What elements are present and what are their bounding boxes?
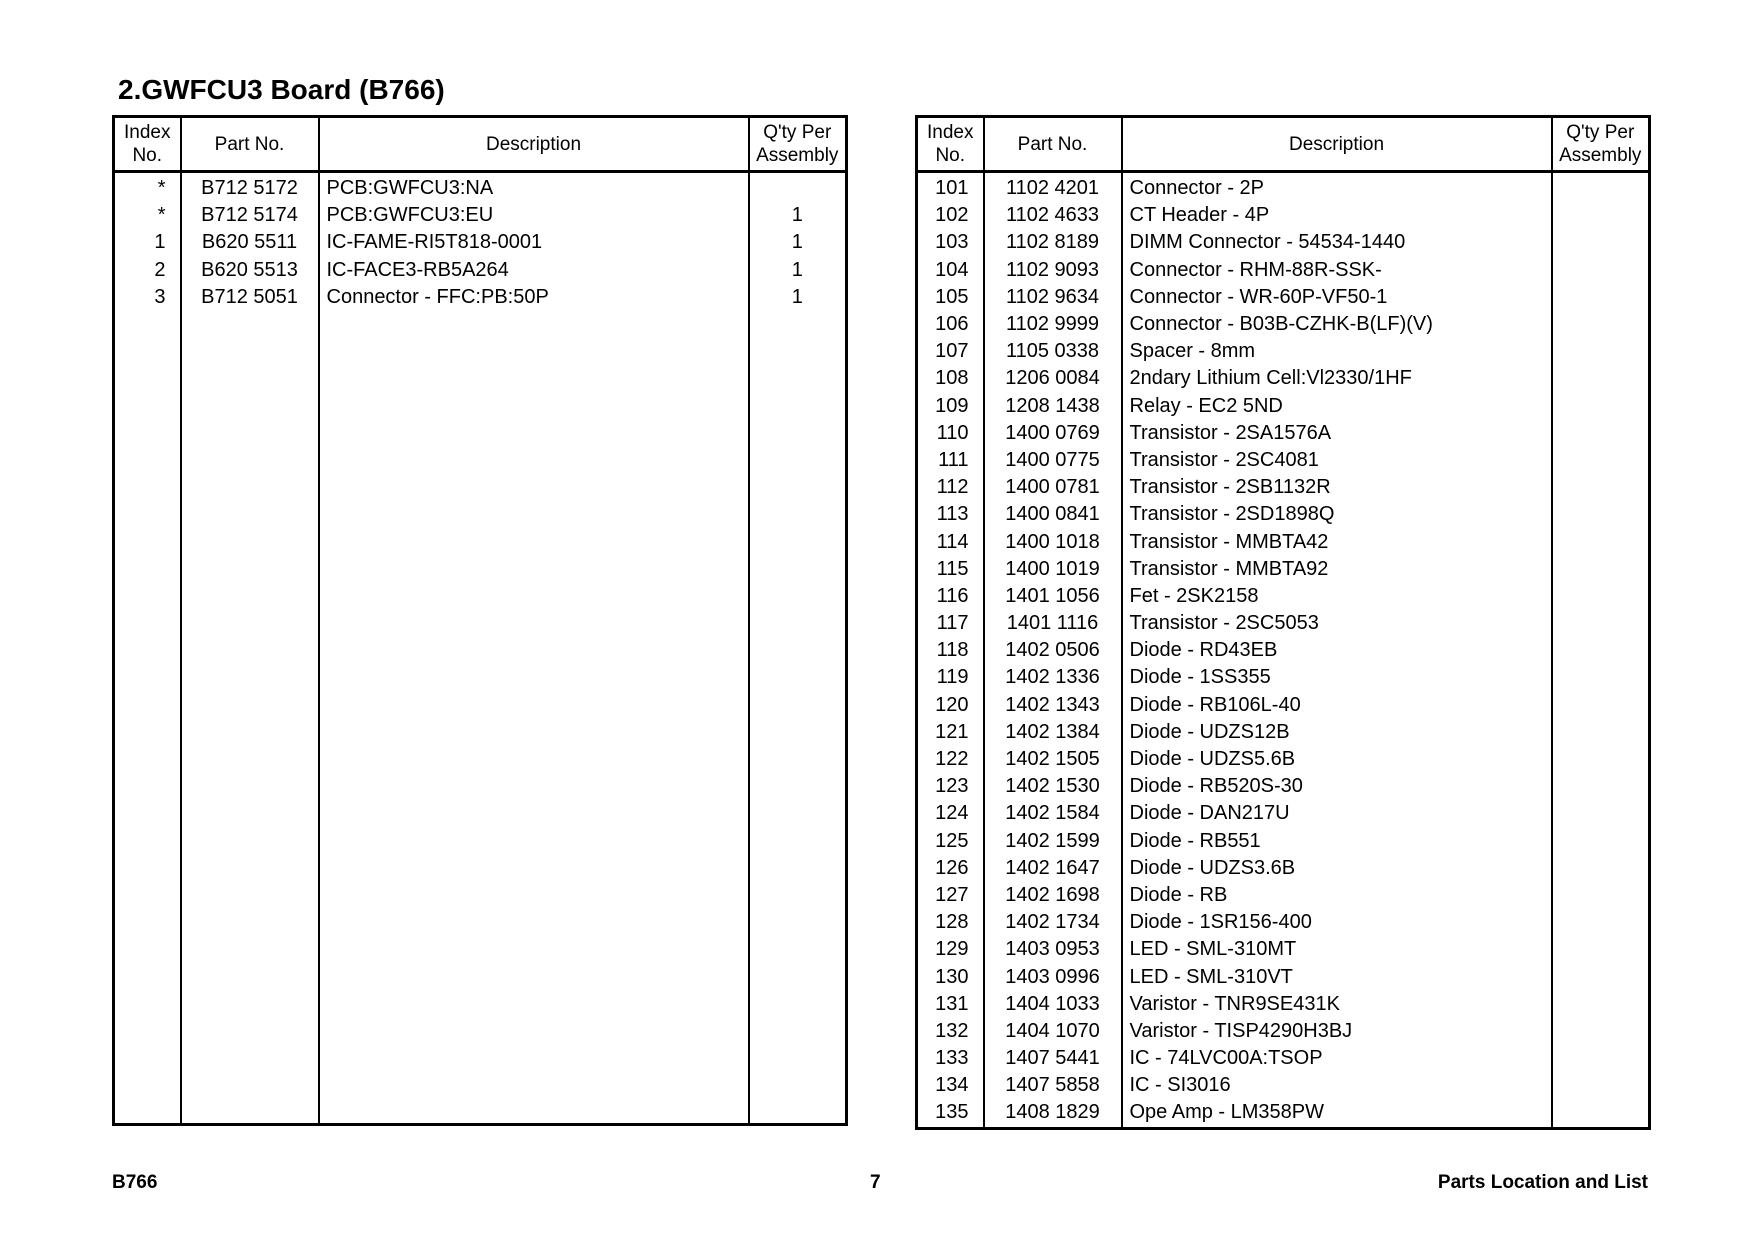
table-row: [917, 311, 1650, 338]
cell-description: Diode - RB106L-40: [1122, 692, 1552, 719]
cell-part-no: 1208 1438: [984, 393, 1122, 420]
table-header-row: [917, 117, 1650, 172]
cell-qty: 1: [749, 229, 847, 256]
cell-index: 126: [935, 856, 969, 879]
cell-description: PCB:GWFCU3:NA: [319, 172, 749, 203]
cell-qty: [1552, 229, 1650, 256]
table-row: [917, 474, 1650, 501]
cell-qty: [1552, 963, 1650, 990]
cell-index: 129: [935, 938, 969, 961]
table-row: [917, 1045, 1650, 1072]
cell-index: 106: [935, 313, 969, 336]
cell-part-no: 1402 1505: [984, 746, 1122, 773]
table-row: [917, 202, 1650, 229]
cell-part-no: 1402 0506: [984, 637, 1122, 664]
table-row: [917, 1072, 1650, 1099]
cell-index: 113: [936, 503, 969, 526]
cell-part-no: 1402 1698: [984, 882, 1122, 909]
cell-description: Transistor - 2SA1576A: [1122, 420, 1552, 447]
table-row: [917, 610, 1650, 637]
table-row: [917, 800, 1650, 827]
cell-part-no: B712 5172: [181, 172, 319, 203]
cell-index: 102: [935, 204, 969, 227]
cell-description: Transistor - 2SC5053: [1122, 610, 1552, 637]
cell-part-no: 1206 0084: [984, 365, 1122, 392]
cell-qty: [1552, 800, 1650, 827]
cell-index: 133: [935, 1047, 969, 1070]
cell-index: 134: [935, 1074, 969, 1097]
cell-qty: [1552, 991, 1650, 1018]
cell-index: 125: [935, 829, 969, 852]
cell-qty: [1552, 338, 1650, 365]
cell-qty: [1552, 583, 1650, 610]
cell-description: IC - 74LVC00A:TSOP: [1122, 1045, 1552, 1072]
cell-description: Relay - EC2 5ND: [1122, 393, 1552, 420]
table-row: [917, 447, 1650, 474]
cell-qty: [1552, 719, 1650, 746]
footer-page-number: 7: [870, 1172, 881, 1193]
cell-index: 112: [936, 476, 969, 499]
cell-description: Spacer - 8mm: [1122, 338, 1552, 365]
cell-description: Transistor - MMBTA42: [1122, 528, 1552, 555]
cell-part-no: 1400 1018: [984, 528, 1122, 555]
table-row: [114, 202, 847, 229]
cell-description: IC - SI3016: [1122, 1072, 1552, 1099]
cell-index: 127: [935, 883, 969, 906]
table-row: [114, 229, 847, 256]
cell-description: Varistor - TISP4290H3BJ: [1122, 1018, 1552, 1045]
cell-qty: [1552, 882, 1650, 909]
table-row: [917, 172, 1650, 203]
cell-index: 121: [935, 720, 969, 743]
table-row: [917, 1018, 1650, 1045]
table-row: [114, 284, 847, 311]
cell-description: LED - SML-310MT: [1122, 936, 1552, 963]
table-row: [917, 773, 1650, 800]
cell-index: 123: [935, 775, 969, 798]
table-row: [917, 1099, 1650, 1128]
table-row: [917, 420, 1650, 447]
cell-description: Transistor - MMBTA92: [1122, 556, 1552, 583]
cell-index: 111: [938, 448, 969, 471]
cell-part-no: 1400 0781: [984, 474, 1122, 501]
cell-description: Connector - 2P: [1122, 172, 1552, 203]
cell-part-no: 1105 0338: [984, 338, 1122, 365]
cell-description: Connector - B03B-CZHK-B(LF)(V): [1122, 311, 1552, 338]
cell-description: Transistor - 2SB1132R: [1122, 474, 1552, 501]
cell-description: Diode - RB520S-30: [1122, 773, 1552, 800]
cell-qty: [1552, 746, 1650, 773]
cell-part-no: 1407 5858: [984, 1072, 1122, 1099]
cell-qty: [1552, 936, 1650, 963]
table-row: [917, 746, 1650, 773]
cell-description: Diode - DAN217U: [1122, 800, 1552, 827]
cell-part-no: 1400 1019: [984, 556, 1122, 583]
cell-index: 108: [935, 367, 969, 390]
cell-qty: [1552, 393, 1650, 420]
cell-description: IC-FAME-RI5T818-0001: [319, 229, 749, 256]
cell-part-no: 1402 1584: [984, 800, 1122, 827]
table-row: [917, 556, 1650, 583]
cell-qty: [1552, 501, 1650, 528]
table-body-right: [917, 172, 1650, 1129]
cell-description: 2ndary Lithium Cell:Vl2330/1HF: [1122, 365, 1552, 392]
cell-part-no: 1102 4201: [984, 172, 1122, 203]
cell-qty: [1552, 447, 1650, 474]
cell-part-no: 1402 1647: [984, 855, 1122, 882]
cell-index: 109: [935, 394, 969, 417]
table-row: [917, 501, 1650, 528]
cell-index: 101: [935, 177, 969, 200]
cell-description: Diode - UDZS5.6B: [1122, 746, 1552, 773]
cell-qty: [1552, 556, 1650, 583]
parts-table-right: [915, 115, 1651, 1130]
cell-index: 116: [936, 584, 969, 607]
cell-index: 110: [936, 421, 969, 444]
table-row: [114, 257, 847, 284]
cell-index: 124: [935, 802, 969, 825]
cell-qty: [1552, 257, 1650, 284]
cell-index: 105: [935, 285, 969, 308]
cell-part-no: 1403 0996: [984, 963, 1122, 990]
cell-description: Diode - UDZS12B: [1122, 719, 1552, 746]
cell-part-no: 1400 0769: [984, 420, 1122, 447]
table-row: [917, 284, 1650, 311]
table-row: [917, 882, 1650, 909]
cell-part-no: 1402 1599: [984, 828, 1122, 855]
cell-part-no: 1102 9999: [984, 311, 1122, 338]
cell-part-no: 1401 1056: [984, 583, 1122, 610]
cell-qty: [1552, 202, 1650, 229]
cell-part-no: B620 5513: [181, 257, 319, 284]
header-qty: Q'ty Per Assembly: [749, 117, 847, 172]
cell-description: Transistor - 2SD1898Q: [1122, 501, 1552, 528]
cell-description: Connector - RHM-88R-SSK-: [1122, 257, 1552, 284]
cell-part-no: 1401 1116: [984, 610, 1122, 637]
cell-index: 128: [935, 911, 969, 934]
cell-qty: [1552, 474, 1650, 501]
cell-index: 103: [935, 231, 969, 254]
table-row: [917, 963, 1650, 990]
cell-part-no: B712 5174: [181, 202, 319, 229]
cell-qty: [1552, 365, 1650, 392]
cell-part-no: 1402 1336: [984, 664, 1122, 691]
cell-part-no: 1400 0841: [984, 501, 1122, 528]
footer-section-title: Parts Location and List: [1437, 1172, 1648, 1193]
cell-part-no: 1404 1033: [984, 991, 1122, 1018]
cell-description: Varistor - TNR9SE431K: [1122, 991, 1552, 1018]
cell-description: Diode - RD43EB: [1122, 637, 1552, 664]
cell-qty: [1552, 420, 1650, 447]
cell-description: Diode - 1SR156-400: [1122, 909, 1552, 936]
cell-description: Connector - WR-60P-VF50-1: [1122, 284, 1552, 311]
table-row: [917, 719, 1650, 746]
cell-qty: [1552, 637, 1650, 664]
table-row: [917, 828, 1650, 855]
footer-model: B766: [112, 1172, 158, 1193]
cell-part-no: 1102 9093: [984, 257, 1122, 284]
cell-part-no: 1403 0953: [984, 936, 1122, 963]
cell-qty: 1: [749, 202, 847, 229]
cell-description: IC-FACE3-RB5A264: [319, 257, 749, 284]
cell-qty: [1552, 664, 1650, 691]
cell-description: Diode - UDZS3.6B: [1122, 855, 1552, 882]
table-row: [917, 365, 1650, 392]
cell-qty: [1552, 1072, 1650, 1099]
cell-part-no: B712 5051: [181, 284, 319, 311]
table-row: [917, 637, 1650, 664]
page-title: 2.GWFCU3 Board (B766): [118, 74, 445, 105]
empty-cell: [319, 311, 749, 1125]
cell-part-no: 1400 0775: [984, 447, 1122, 474]
cell-part-no: 1102 4633: [984, 202, 1122, 229]
table-row: [917, 664, 1650, 691]
cell-part-no: 1402 1530: [984, 773, 1122, 800]
cell-part-no: 1102 9634: [984, 284, 1122, 311]
header-description: Description: [319, 117, 749, 172]
cell-description: Connector - FFC:PB:50P: [319, 284, 749, 311]
table-header-row: [114, 117, 847, 172]
table-row: [917, 257, 1650, 284]
cell-index: 107: [935, 340, 969, 363]
table-row: [917, 338, 1650, 365]
cell-index: 117: [936, 612, 969, 635]
cell-index: 115: [936, 557, 969, 580]
cell-index: 119: [936, 666, 969, 689]
cell-qty: [1552, 1018, 1650, 1045]
table-row: [917, 855, 1650, 882]
table-row: [917, 909, 1650, 936]
table-row: [114, 172, 847, 203]
cell-index: 132: [935, 1019, 969, 1042]
table-row: [917, 229, 1650, 256]
header-part-no: Part No.: [984, 117, 1122, 172]
cell-description: LED - SML-310VT: [1122, 963, 1552, 990]
cell-qty: [1552, 172, 1650, 203]
cell-part-no: 1402 1734: [984, 909, 1122, 936]
cell-description: Fet - 2SK2158: [1122, 583, 1552, 610]
cell-qty: [1552, 692, 1650, 719]
cell-index: *: [157, 204, 166, 227]
cell-description: Diode - RB: [1122, 882, 1552, 909]
cell-part-no: 1407 5441: [984, 1045, 1122, 1072]
cell-qty: [1552, 1099, 1650, 1128]
cell-index: 3: [154, 285, 166, 308]
cell-qty: [1552, 855, 1650, 882]
table-row: [917, 991, 1650, 1018]
parts-table-left: [112, 115, 848, 1126]
cell-index: 104: [935, 258, 969, 281]
table-row: [917, 583, 1650, 610]
header-part-no: Part No.: [181, 117, 319, 172]
cell-index: 1: [154, 231, 166, 254]
header-description: Description: [1122, 117, 1552, 172]
cell-part-no: 1404 1070: [984, 1018, 1122, 1045]
cell-qty: [749, 172, 847, 203]
cell-part-no: 1102 8189: [984, 229, 1122, 256]
cell-qty: [1552, 528, 1650, 555]
cell-qty: [1552, 773, 1650, 800]
cell-description: CT Header - 4P: [1122, 202, 1552, 229]
cell-index: 114: [936, 530, 969, 553]
cell-qty: [1552, 828, 1650, 855]
cell-part-no: B620 5511: [181, 229, 319, 256]
cell-description: Transistor - 2SC4081: [1122, 447, 1552, 474]
cell-qty: [1552, 284, 1650, 311]
table-row: [917, 936, 1650, 963]
table-row: [917, 692, 1650, 719]
header-qty: Q'ty Per Assembly: [1552, 117, 1650, 172]
cell-qty: [1552, 311, 1650, 338]
cell-part-no: 1402 1384: [984, 719, 1122, 746]
table-row: [917, 393, 1650, 420]
cell-index: *: [157, 177, 166, 200]
cell-qty: [1552, 1045, 1650, 1072]
cell-description: DIMM Connector - 54534-1440: [1122, 229, 1552, 256]
cell-index: 130: [935, 965, 969, 988]
cell-index: 2: [154, 258, 166, 281]
cell-part-no: 1402 1343: [984, 692, 1122, 719]
cell-part-no: 1408 1829: [984, 1099, 1122, 1128]
cell-index: 118: [936, 639, 969, 662]
empty-cell: [749, 311, 847, 1125]
cell-description: Diode - RB551: [1122, 828, 1552, 855]
cell-index: 122: [935, 748, 969, 771]
cell-index: 135: [935, 1101, 969, 1124]
cell-qty: 1: [749, 284, 847, 311]
table-body-left: [114, 172, 847, 1125]
table-filler-row: [114, 311, 847, 1125]
cell-description: PCB:GWFCU3:EU: [319, 202, 749, 229]
cell-qty: [1552, 610, 1650, 637]
empty-cell: [181, 311, 319, 1125]
cell-description: Diode - 1SS355: [1122, 664, 1552, 691]
cell-qty: 1: [749, 257, 847, 284]
table-row: [917, 528, 1650, 555]
empty-cell: [114, 311, 181, 1125]
header-index: Index No.: [917, 117, 984, 172]
cell-index: 120: [935, 693, 969, 716]
cell-qty: [1552, 909, 1650, 936]
cell-index: 131: [935, 992, 969, 1015]
header-index: Index No.: [114, 117, 181, 172]
cell-description: Ope Amp - LM358PW: [1122, 1099, 1552, 1128]
